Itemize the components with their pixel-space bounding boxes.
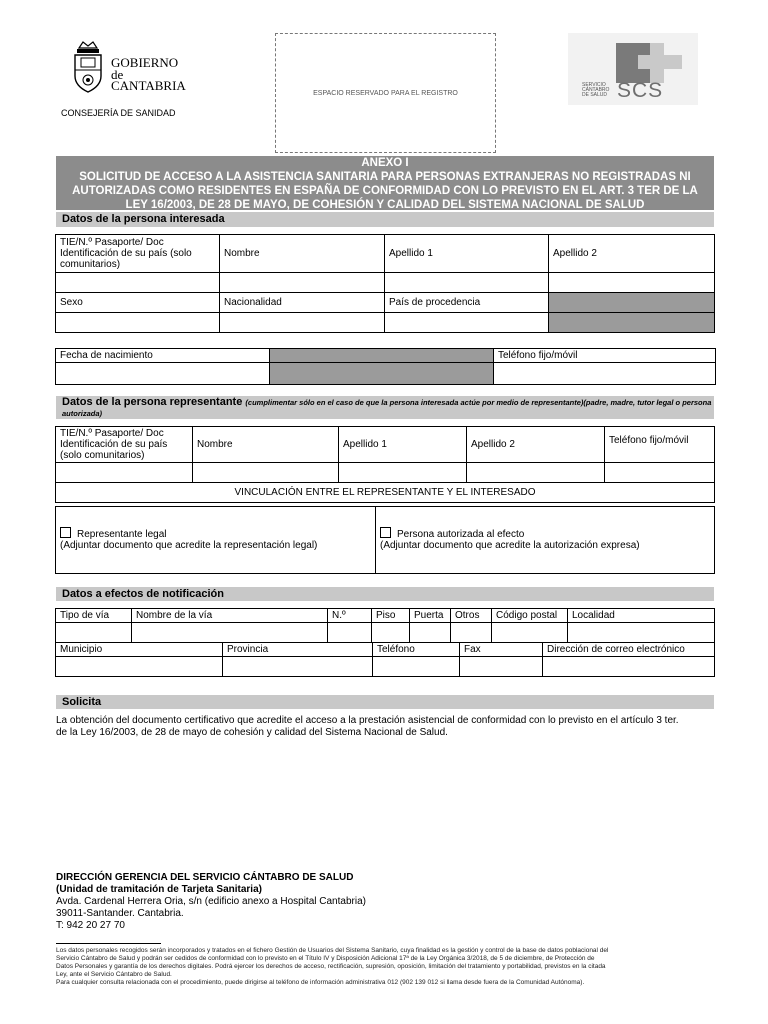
surname2-field[interactable]: [549, 273, 715, 293]
representative-note: (cumplimentar sólo en el caso de que la persona interesada actúe por medio de representante)(padre, madre, tutor legal o persona autorizada): [62, 398, 712, 418]
phone-label: Teléfono fijo/móvil: [494, 349, 716, 363]
address-line2: (Unidad de tramitación de Tarjeta Sanitaria): [56, 884, 262, 895]
representative-table: [55, 426, 715, 503]
rep-name-label: Nombre: [193, 427, 339, 463]
option2-label: Persona autorizada al efecto: [397, 529, 525, 540]
number-label: N.º: [328, 609, 372, 623]
sex-field[interactable]: [56, 313, 220, 333]
section-notification: Datos a efectos de notificación: [56, 587, 714, 601]
title-line3: LEY 16/2003, DE 28 DE MAYO, DE COHESIÓN Y CALIDAD DEL SISTEMA NACIONAL DE SALUD: [125, 199, 645, 211]
title-line1: SOLICITUD DE ACCESO A LA ASISTENCIA SANITARIA PARA PERSONAS EXTRANJERAS NO REGISTRADAS NI: [79, 171, 691, 183]
id-field[interactable]: [56, 273, 220, 293]
surname1-label: Apellido 1: [385, 235, 549, 273]
section-interested: Datos de la persona interesada: [56, 212, 714, 227]
grey-cell: [270, 349, 494, 363]
address-block: [56, 872, 366, 932]
gobierno-label: GOBIERNO: [111, 55, 179, 70]
rep-surname2-field[interactable]: [467, 463, 605, 483]
rep-surname1-label: Apellido 1: [339, 427, 467, 463]
address-line3: Avda. Cardenal Herrera Oria, s/n (edificio anexo a Hospital Cantabria): [56, 896, 366, 907]
number-field[interactable]: [328, 623, 372, 643]
street-name-field[interactable]: [132, 623, 328, 643]
nationality-label: Nacionalidad: [220, 293, 385, 313]
consejeria-label: CONSEJERÍA DE SANIDAD: [61, 108, 176, 118]
floor-label: Piso: [372, 609, 410, 623]
others-label: Otros: [451, 609, 492, 623]
scs-line3: DE SALUD: [582, 92, 608, 98]
request-text-line1: La obtención del documento certificativo que acredite el acceso a la prestación asistencial de conformidad con lo previsto en el artículo 3 ter.: [56, 715, 679, 726]
birthdate-field[interactable]: [56, 363, 270, 385]
request-text-line2: de la Ley 16/2003, de 28 de mayo de cohesión y calidad del Sistema Nacional de Salud.: [56, 727, 448, 738]
birth-phone-table: [55, 348, 716, 385]
country-field[interactable]: [385, 313, 549, 333]
rep-surname2-label: Apellido 2: [467, 427, 605, 463]
fax-label: Fax: [460, 643, 543, 657]
footer-line4: Ley, ante el Servicio Cántabro de Salud.: [56, 971, 172, 978]
locality-field[interactable]: [568, 623, 715, 643]
cantabria-label: CANTABRIA: [111, 78, 186, 93]
phone-field[interactable]: [494, 363, 716, 385]
postal-label: Código postal: [492, 609, 568, 623]
representative-title: Datos de la persona representante: [62, 396, 243, 408]
street-name-label: Nombre de la vía: [132, 609, 328, 623]
option2-note: (Adjuntar documento que acredite la autorización expresa): [380, 540, 640, 551]
email-field[interactable]: [543, 657, 715, 677]
footer-line5: Para cualquier consulta relacionada con el procedimiento, puede dirigirse al teléfono de información administrativa 012 (902 139 012 si llama desde fuera de la Comunidad Autónoma).: [56, 979, 585, 986]
grey-cell: [549, 293, 715, 313]
form-title: [56, 156, 714, 210]
street-type-label: Tipo de vía: [56, 609, 132, 623]
option-legal: [56, 507, 376, 574]
province-label: Provincia: [223, 643, 373, 657]
postal-field[interactable]: [492, 623, 568, 643]
annex-label: ANEXO I: [361, 157, 409, 169]
phone-label: Teléfono: [373, 643, 460, 657]
request-text: [56, 715, 736, 739]
name-label: Nombre: [220, 235, 385, 273]
footer-divider: [56, 943, 161, 944]
rep-phone-label: Teléfono fijo/móvil: [605, 427, 715, 463]
country-label: País de procedencia: [385, 293, 549, 313]
others-field[interactable]: [451, 623, 492, 643]
phone-field[interactable]: [373, 657, 460, 677]
street-type-field[interactable]: [56, 623, 132, 643]
rep-surname1-field[interactable]: [339, 463, 467, 483]
option1-note: (Adjuntar documento que acredite la representación legal): [60, 540, 318, 551]
address-line1: DIRECCIÓN GERENCIA DEL SERVICIO CÁNTABRO DE SALUD: [56, 872, 354, 883]
name-field[interactable]: [220, 273, 385, 293]
scs-abbr: SCS: [617, 79, 664, 102]
rep-phone-field[interactable]: [605, 463, 715, 483]
door-label: Puerta: [410, 609, 451, 623]
fax-field[interactable]: [460, 657, 543, 677]
footer-line2: Servicio Cántabro de Salud y podrán ser cedidos de conformidad con lo previsto en el Título IV y Disposición Adicional 17ª de la Ley Orgánica 3/2018, de 5 de diciembre, de Protección de: [56, 955, 595, 962]
option-authorized: [376, 507, 715, 574]
interested-table: [55, 234, 715, 333]
notification-table-2: [55, 642, 715, 677]
address-line5: T: 942 20 27 70: [56, 920, 125, 931]
legal-rep-checkbox[interactable]: [60, 527, 71, 538]
authorized-checkbox[interactable]: [380, 527, 391, 538]
sex-label: Sexo: [56, 293, 220, 313]
registry-box: [275, 33, 496, 153]
de-label: de: [111, 67, 124, 82]
scs-logo: [568, 33, 698, 105]
municipality-field[interactable]: [56, 657, 223, 677]
rep-id-field[interactable]: [56, 463, 193, 483]
footer-line3: Datos Personales y garantía de los derechos digitales. Podrá ejercer los derechos de acceso, rectificación, supresión, oposición, limitación del tratamiento y portabilidad, previstos en la citada: [56, 963, 606, 970]
grey-cell: [270, 363, 494, 385]
rep-name-field[interactable]: [193, 463, 339, 483]
nationality-field[interactable]: [220, 313, 385, 333]
footer-line1: Los datos personales recogidos serán incorporados y tratados en el fichero Gestión de Usuarios del Sistema Sanitario, cuya finalidad es la gestión y control de la base de datos poblacional del: [56, 947, 609, 954]
link-header: VINCULACIÓN ENTRE EL REPRESENTANTE Y EL INTERESADO: [56, 483, 715, 503]
cantabria-coat-of-arms: [71, 38, 105, 94]
registry-placeholder: ESPACIO RESERVADO PARA EL REGISTRO: [313, 89, 458, 97]
section-request: Solicita: [56, 695, 714, 709]
link-options-table: [55, 506, 715, 574]
locality-label: Localidad: [568, 609, 715, 623]
notification-table-1: [55, 608, 715, 643]
option1-label: Representante legal: [77, 529, 167, 540]
surname2-label: Apellido 2: [549, 235, 715, 273]
municipality-label: Municipio: [56, 643, 223, 657]
rep-id-label: TIE/N.º Pasaporte/ Doc Identificación de su país (solo comunitarios): [56, 427, 193, 463]
floor-field[interactable]: [372, 623, 410, 643]
email-label: Dirección de correo electrónico: [543, 643, 715, 657]
birthdate-label: Fecha de nacimiento: [56, 349, 270, 363]
address-line4: 39011-Santander. Cantabria.: [56, 908, 184, 919]
id-label: TIE/N.º Pasaporte/ Doc Identificación de su país (solo comunitarios): [56, 235, 220, 273]
scs-line2: CÁNTABRO: [582, 87, 610, 93]
section-representative: [56, 396, 714, 419]
title-line2: AUTORIZADAS COMO RESIDENTES EN ESPAÑA DE CONFORMIDAD CON LO PREVISTO EN EL ART. 3 TER DE LA: [72, 185, 698, 197]
privacy-footer: [56, 947, 716, 987]
surname1-field[interactable]: [385, 273, 549, 293]
scs-line1: SERVICIO: [582, 82, 606, 88]
door-field[interactable]: [410, 623, 451, 643]
grey-cell: [549, 313, 715, 333]
province-field[interactable]: [223, 657, 373, 677]
